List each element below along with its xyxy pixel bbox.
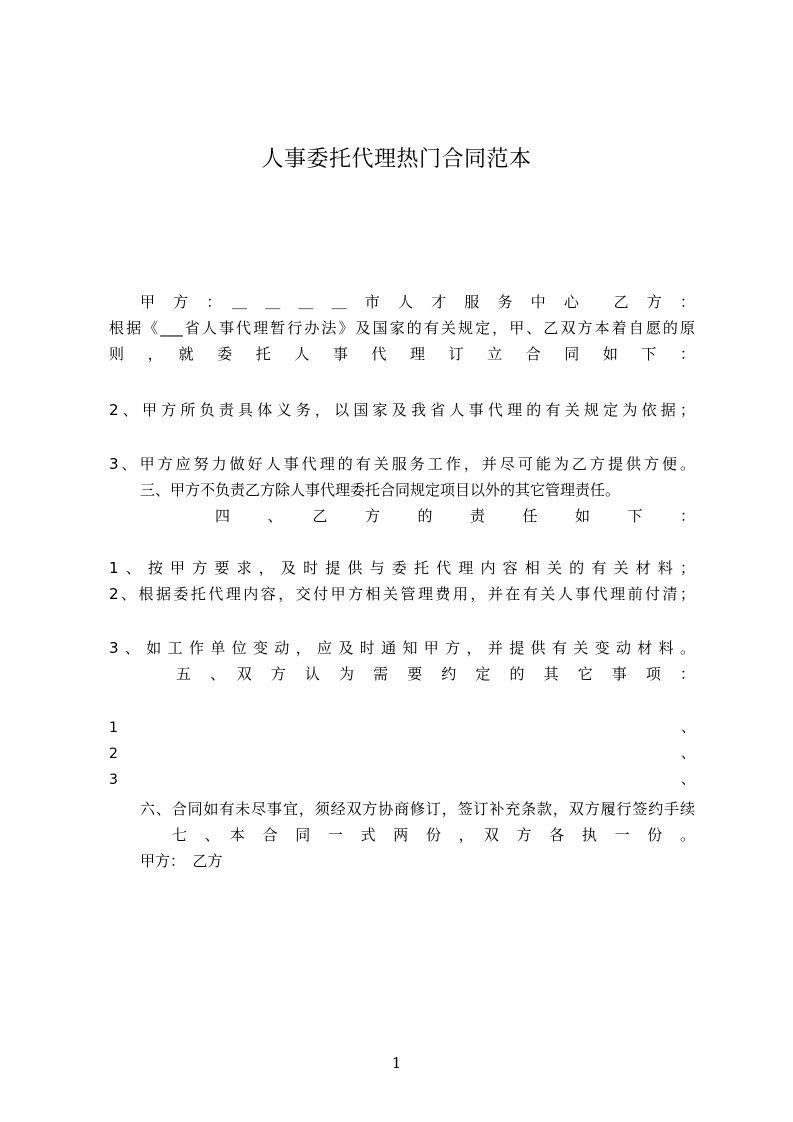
clause-three-line: 三、甲方不负责乙方除人事代理委托合同规定项目以外的其它管理责任。: [140, 481, 621, 499]
blank-item-2: [109, 742, 695, 766]
duty-1-line: 1、按甲方要求，及时提供与委托代理内容相关的有关材料；: [109, 559, 695, 577]
clause-six-line: 六、合同如有未尽事宜，须经双方协商修订，签订补充条款，双方履行签约手续: [140, 800, 695, 818]
item-mark: 、: [681, 746, 695, 762]
item-number: 1: [109, 720, 118, 736]
duty-3-line: 3、如工作单位变动，应及时通知甲方，并提供有关变动材料。: [109, 639, 695, 657]
clause-3-line: 3、甲方应努力做好人事代理的有关服务工作，并尽可能为乙方提供方便。: [109, 455, 695, 473]
item-number: 2: [109, 746, 118, 762]
item-number: 3: [109, 772, 118, 788]
party-line: 甲 方 ： ＿ ＿ ＿ ＿ 市 人 才 服 务 中 心 乙 方 ：: [140, 293, 695, 311]
page-number: 1: [391, 1054, 402, 1072]
section-four-heading: 四 、 乙 方 的 责 任 如 下 ：: [215, 507, 695, 525]
duty-2-line: 2、根据委托代理内容，交付甲方相关管理费用，并在有关人事代理前付清；: [109, 585, 695, 603]
intro-line: 则 ， 就 委 托 人 事 代 理 订 立 合 同 如 下 ：: [109, 345, 695, 363]
section-five-heading: 五 、 双 方 认 为 需 要 约 定 的 其 它 事 项 ：: [176, 665, 695, 683]
item-mark: 、: [681, 720, 695, 736]
clause-seven-line: 七 、 本 合 同 一 式 两 份 ， 双 方 各 执 一 份 。: [172, 826, 695, 844]
clause-2-line: 2、甲方所负责具体义务，以国家及我省人事代理的有关规定为依据；: [109, 401, 695, 419]
blank-item-1: [109, 716, 695, 740]
blank-item-3: [109, 768, 695, 792]
basis-line: 根据《___省人事代理暂行办法》及国家的有关规定，甲、乙双方本着自愿的原: [109, 319, 695, 337]
document-title: 人事委托代理热门合同范本: [261, 147, 532, 172]
signature-line: 甲方： 乙方: [140, 852, 223, 870]
item-mark: 、: [681, 772, 695, 788]
